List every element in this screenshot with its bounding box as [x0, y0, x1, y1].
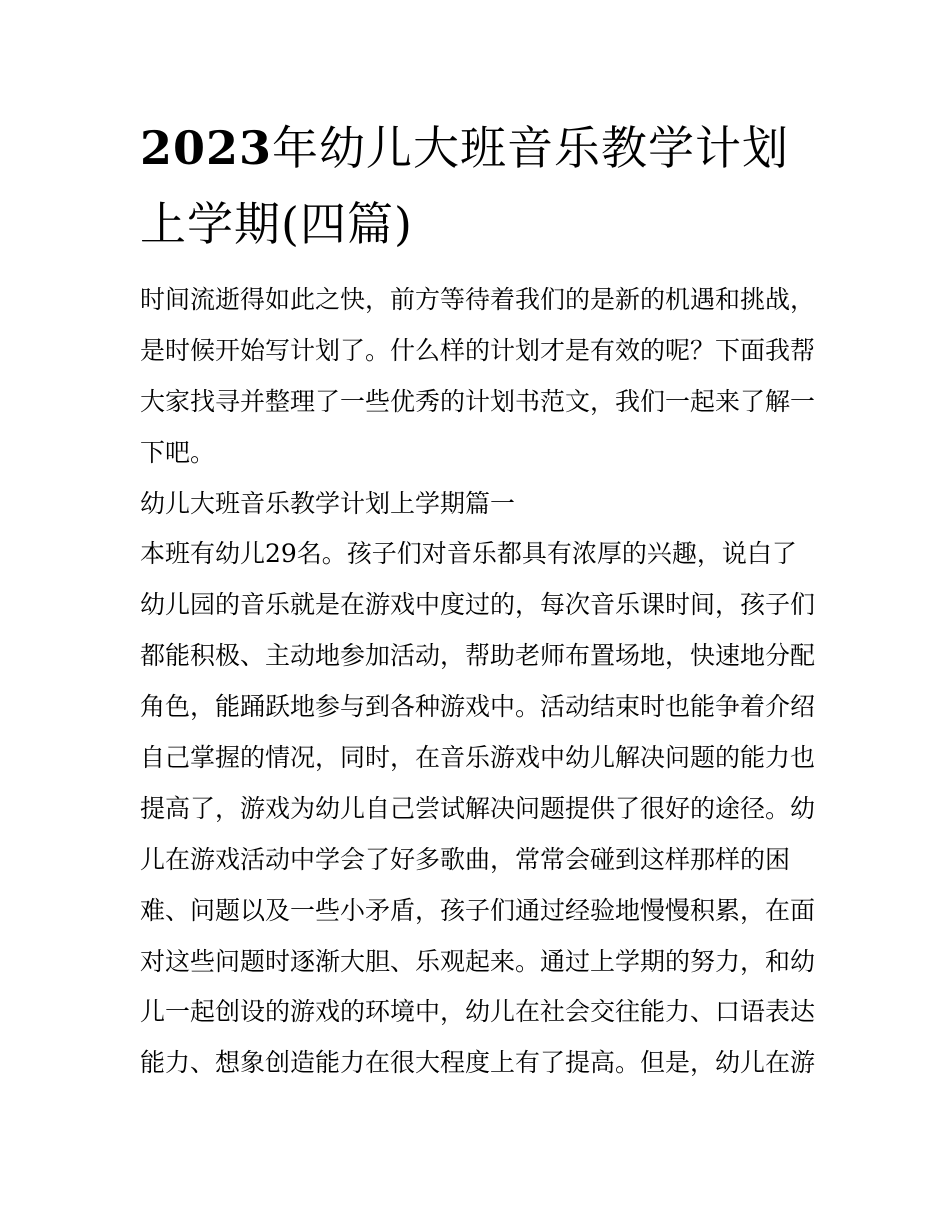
paragraph-line: 儿一起创设的游戏的环境中，幼儿在社会交往能力、口语表达: [140, 997, 816, 1027]
paragraph-line: 都能积极、主动地参加活动，帮助老师布置场地，快速地分配: [140, 641, 816, 671]
paragraph-line: 幼儿园的音乐就是在游戏中度过的，每次音乐课时间，孩子们: [140, 590, 816, 620]
paragraph-line: 难、问题以及一些小矛盾，孩子们通过经验地慢慢积累，在面: [140, 895, 816, 925]
title-line-2: 上学期(四篇): [140, 197, 413, 251]
paragraph-line: 儿在游戏活动中学会了好多歌曲，常常会碰到这样那样的困: [140, 844, 791, 874]
paragraph-line: 能力、想象创造能力在很大程度上有了提高。但是，幼儿在游: [140, 1048, 816, 1078]
paragraph-line: 对这些问题时逐渐大胆、乐观起来。通过上学期的努力，和幼: [140, 946, 816, 976]
paragraph-line: 提高了，游戏为幼儿自己尝试解决问题提供了很好的途径。幼: [140, 793, 816, 823]
intro-line: 是时候开始写计划了。什么样的计划才是有效的呢？下面我帮: [140, 335, 816, 365]
paragraph-line: 自己掌握的情况，同时，在音乐游戏中幼儿解决问题的能力也: [140, 743, 816, 773]
intro-line: 大家找寻并整理了一些优秀的计划书范文，我们一起来了解一: [140, 386, 816, 416]
paragraph-line: 本班有幼儿29名。孩子们对音乐都具有浓厚的兴趣，说白了: [140, 539, 797, 569]
document-title: [140, 110, 830, 262]
intro-line: 下吧。: [140, 437, 216, 467]
title-year: 2023: [140, 121, 273, 175]
paragraph-line: 角色，能踊跃地参与到各种游戏中。活动结束时也能争着介绍: [140, 692, 816, 722]
document-body: [140, 275, 820, 1089]
intro-line: 时间流逝得如此之快，前方等待着我们的是新的机遇和挑战，: [140, 285, 816, 314]
section-heading: 幼儿大班音乐教学计划上学期篇一: [140, 488, 516, 518]
title-line-1: 年幼儿大班音乐教学计划: [272, 121, 790, 175]
